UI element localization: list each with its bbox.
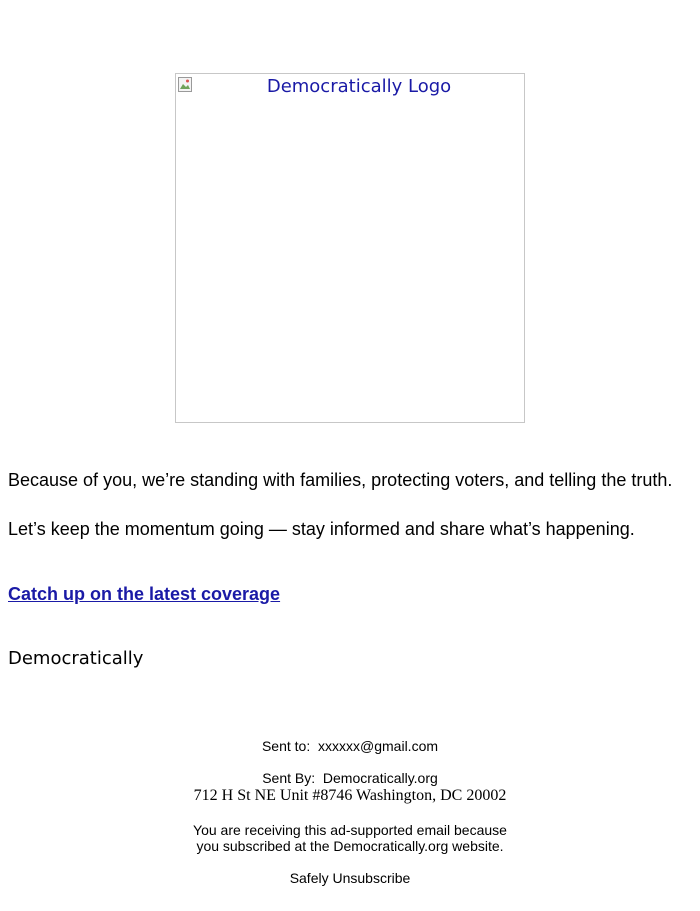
sent-to-email: xxxxxx@gmail.com — [318, 738, 439, 754]
sent-by-label: Sent By: — [262, 770, 316, 786]
unsubscribe-link[interactable]: Safely Unsubscribe — [289, 870, 411, 886]
sent-by-name: Democratically.org — [322, 770, 438, 786]
footer-address: 712 H St NE Unit #8746 Washington, DC 20002 — [193, 787, 507, 804]
latest-coverage-link[interactable]: Catch up on the latest coverage — [8, 584, 281, 604]
sent-to-label: Sent to: — [261, 738, 311, 754]
footer-reason-line-1: You are receiving this ad-supported email because — [193, 822, 507, 838]
footer-sent-by — [0, 770, 700, 786]
logo-image — [175, 73, 525, 423]
signoff: Democratically — [8, 648, 144, 669]
logo-alt-text: Democratically Logo — [266, 76, 452, 97]
body-paragraph-2: Let’s keep the momentum going — stay informed and share what’s happening. — [8, 519, 635, 539]
footer-reason-line-2: you subscribed at the Democratically.org website. — [196, 838, 504, 854]
footer-sent-to — [0, 738, 700, 754]
body-paragraph-1: Because of you, we’re standing with families, protecting voters, and telling the truth. — [8, 470, 673, 490]
